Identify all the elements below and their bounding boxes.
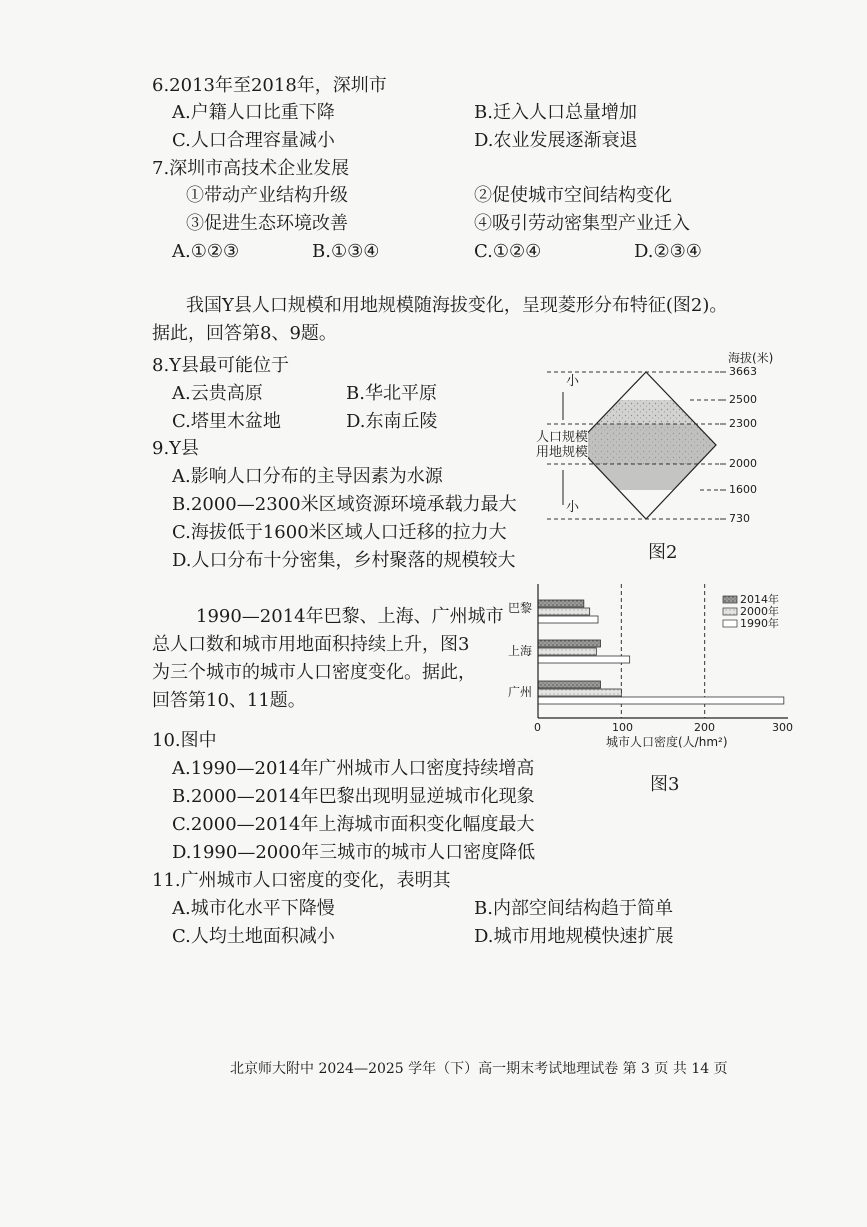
q6-option-b: B.迁入人口总量增加 [474, 102, 637, 123]
fig3-legend-1990: 1990年 [740, 617, 779, 630]
fig3-bar-0-0 [538, 600, 584, 607]
fig3-bar-2-2 [538, 697, 784, 704]
fig2-tick-2500: 2500 [729, 393, 757, 406]
q9-stem: 9.Y县 [152, 438, 200, 459]
q8-option-b: B.华北平原 [346, 383, 437, 404]
fig3-bar-1-1 [538, 648, 596, 655]
q9-option-b: B.2000—2300米区域资源环境承载力最大 [172, 494, 517, 515]
fig3-bar-2-1 [538, 689, 621, 696]
fig3-xtick-0: 0 [534, 721, 541, 734]
q7-statement-3: ③促进生态环境改善 [186, 213, 348, 234]
fig3-xtick-100: 100 [612, 721, 633, 734]
q6-option-c: C.人口合理容量减小 [172, 130, 335, 151]
fig3-category-shanghai: 上海 [508, 644, 533, 658]
fig3-x-label: 城市人口密度(人/hm²) [606, 735, 728, 749]
q11-option-a: A.城市化水平下降慢 [172, 898, 335, 919]
fig2-tick-3663: 3663 [729, 365, 757, 378]
fig3-bar-0-2 [538, 616, 598, 623]
q8-option-a: A.云贵高原 [172, 383, 263, 404]
fig2-tick-2300: 2300 [729, 417, 757, 430]
q7-stem: 7.深圳市高技术企业发展 [152, 158, 350, 179]
intro-10-11-line3: 为三个城市的城市人口密度变化。据此， [152, 662, 476, 683]
page-footer: 北京师大附中 2024—2025 学年（下）高一期末考试地理试卷 第 3 页 共 14 页 [230, 1061, 728, 1077]
fig2-tick-1600: 1600 [729, 483, 757, 496]
q11-option-b: B.内部空间结构趋于简单 [474, 898, 673, 919]
fig3-xtick-200: 200 [694, 721, 715, 734]
fig3-xtick-300: 300 [772, 721, 793, 734]
fig3-legend-swatch-2014 [723, 596, 737, 603]
q10-option-a: A.1990—2014年广州城市人口密度持续增高 [172, 758, 535, 779]
intro-8-9-line1: 我国Y县人口规模和用地规模随海拔变化，呈现菱形分布特征(图2)。 [186, 295, 728, 316]
fig3-category-paris: 巴黎 [508, 601, 533, 615]
q9-option-d: D.人口分布十分密集，乡村聚落的规模较大 [172, 550, 516, 571]
fig2-axis-title: 海拔(米) [728, 351, 774, 365]
q6-option-a: A.户籍人口比重下降 [172, 102, 335, 123]
q7-option-c: C.①②④ [474, 241, 542, 262]
q11-option-d: D.城市用地规模快速扩展 [474, 926, 674, 947]
fig3-caption: 图3 [650, 774, 680, 795]
fig2-tick-730: 730 [729, 512, 750, 525]
q8-option-c: C.塔里木盆地 [172, 411, 281, 432]
fig2-label-population: 人口规模 [536, 430, 589, 445]
q7-statement-1: ①带动产业结构升级 [186, 185, 348, 206]
fig3-bar-1-0 [538, 640, 601, 647]
fig3-legend-swatch-2000 [723, 608, 737, 615]
q11-stem: 11.广州城市人口密度的变化，表明其 [152, 870, 451, 891]
fig2-label-small-bottom: 小 [566, 500, 580, 515]
q9-option-c: C.海拔低于1600米区域人口迁移的拉力大 [172, 522, 507, 543]
fig3-legend-2000: 2000年 [740, 605, 779, 618]
fig2-caption: 图2 [648, 542, 678, 563]
q7-option-d: D.②③④ [634, 241, 702, 262]
intro-10-11-line2: 总人口数和城市用地面积持续上升，图3 [152, 634, 470, 655]
q9-option-a: A.影响人口分布的主导因素为水源 [172, 466, 443, 487]
q7-option-a: A.①②③ [172, 241, 240, 262]
fig2-label-land: 用地规模 [536, 445, 589, 460]
q10-stem: 10.图中 [152, 730, 217, 751]
q7-statement-4: ④吸引劳动密集型产业迁入 [474, 213, 690, 234]
q8-stem: 8.Y县最可能位于 [152, 355, 290, 376]
q6-option-d: D.农业发展逐渐衰退 [474, 130, 638, 151]
intro-8-9-line2: 据此，回答第8、9题。 [152, 323, 337, 344]
q8-option-d: D.东南丘陵 [346, 411, 438, 432]
q10-option-c: C.2000—2014年上海城市面积变化幅度最大 [172, 814, 535, 835]
fig3-bar-2-0 [538, 681, 601, 688]
intro-10-11-line1: 1990—2014年巴黎、上海、广州城市 [196, 606, 504, 627]
q7-option-b: B.①③④ [312, 241, 380, 262]
q6-stem: 6.2013年至2018年，深圳市 [152, 75, 387, 96]
fig3-category-guangzhou: 广州 [508, 685, 533, 699]
fig3-bar-0-1 [538, 608, 590, 615]
fig3-legend-swatch-1990 [723, 620, 737, 627]
intro-10-11-line4: 回答第10、11题。 [152, 690, 306, 711]
fig3-bar-1-2 [538, 656, 630, 663]
q10-option-d: D.1990—2000年三城市的城市人口密度降低 [172, 842, 536, 863]
fig2-label-small-top: 小 [566, 374, 580, 389]
q7-statement-2: ②促使城市空间结构变化 [474, 185, 672, 206]
q11-option-c: C.人均土地面积减小 [172, 926, 335, 947]
fig2-tick-2000: 2000 [729, 457, 757, 470]
fig3-legend-2014: 2014年 [740, 593, 779, 606]
q10-option-b: B.2000—2014年巴黎出现明显逆城市化现象 [172, 786, 535, 807]
